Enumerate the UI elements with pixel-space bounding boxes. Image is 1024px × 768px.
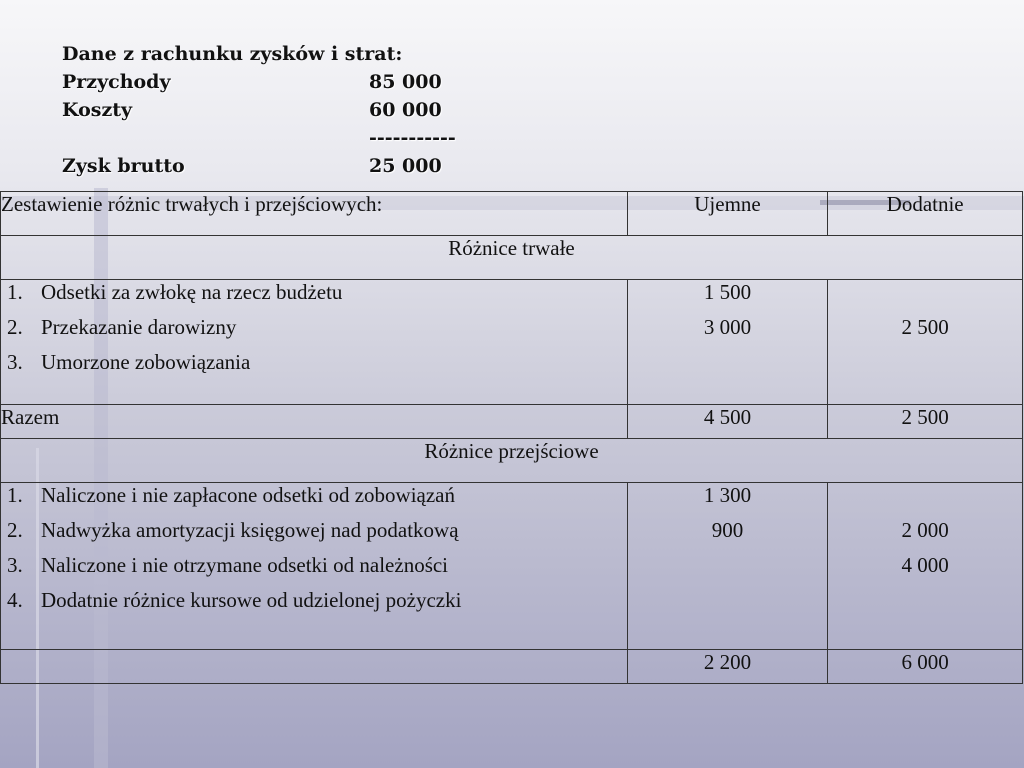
summary-row-costs xyxy=(62,96,456,124)
negative-values-cell xyxy=(627,280,828,405)
summary-label: Koszty xyxy=(62,99,133,121)
section-title: Różnice przejściowe xyxy=(1,439,1023,483)
value: 4 000 xyxy=(901,553,949,577)
value: 1 300 xyxy=(703,483,752,507)
list-item xyxy=(1,483,627,518)
value: 900 xyxy=(711,518,744,542)
summary-label: Zysk brutto xyxy=(62,155,185,177)
positive-values-cell xyxy=(828,280,1023,405)
total-label: Razem xyxy=(1,405,628,439)
list-item xyxy=(1,350,627,385)
value: 2 500 xyxy=(901,315,949,339)
total-negative: 4 500 xyxy=(627,405,828,439)
item-label: Przekazanie darowizny xyxy=(41,315,237,339)
summary-value: 60 000 xyxy=(369,99,442,121)
list-item xyxy=(1,553,627,588)
summary-row-separator xyxy=(62,124,456,152)
items-list xyxy=(1,280,627,385)
positive-values-cell xyxy=(828,483,1023,650)
summary-value: 85 000 xyxy=(369,71,442,93)
item-label: Dodatnie różnice kursowe od udzielonej pożyczki xyxy=(41,588,462,612)
summary-title: Dane z rachunku zysków i strat: xyxy=(62,43,403,65)
table-row xyxy=(1,483,1023,650)
total-positive: 2 500 xyxy=(828,405,1023,439)
item-label: Naliczone i nie otrzymane odsetki od należności xyxy=(41,553,449,577)
total-row-temporary xyxy=(1,650,1023,684)
item-label: Odsetki za zwłokę na rzecz budżetu xyxy=(41,280,343,304)
items-list xyxy=(1,483,627,623)
list-item xyxy=(1,518,627,553)
summary-row-gross-profit xyxy=(62,152,456,180)
header-cell-negative: Ujemne xyxy=(627,192,828,236)
list-item xyxy=(1,315,627,350)
item-number: 4. xyxy=(7,588,23,612)
item-label: Naliczone i nie zapłacone odsetki od zobowiązań xyxy=(41,483,455,507)
list-item xyxy=(1,280,627,315)
items-cell xyxy=(1,280,628,405)
value: 3 000 xyxy=(703,315,752,339)
header-cell-positive: Dodatnie xyxy=(828,192,1023,236)
total-positive: 6 000 xyxy=(828,650,1023,684)
header-cell-description: Zestawienie różnic trwałych i przejściowych: xyxy=(1,192,628,236)
income-statement-summary xyxy=(62,40,456,180)
item-number: 3. xyxy=(7,350,23,374)
item-number: 2. xyxy=(7,315,23,339)
summary-row-revenue xyxy=(62,68,456,96)
value: 2 000 xyxy=(901,518,949,542)
value xyxy=(828,483,1022,518)
item-number: 1. xyxy=(7,280,23,304)
section-row-temporary xyxy=(1,439,1023,483)
item-number: 3. xyxy=(7,553,23,577)
summary-separator: ----------- xyxy=(369,127,456,149)
value xyxy=(828,280,1022,315)
total-label xyxy=(1,650,628,684)
section-row-permanent xyxy=(1,236,1023,280)
item-number: 1. xyxy=(7,483,23,507)
summary-label: Przychody xyxy=(62,71,171,93)
table-row xyxy=(1,280,1023,405)
section-title: Różnice trwałe xyxy=(1,236,1023,280)
list-item xyxy=(1,588,627,623)
item-number: 2. xyxy=(7,518,23,542)
total-negative: 2 200 xyxy=(627,650,828,684)
negative-values-cell xyxy=(627,483,828,650)
differences-table xyxy=(0,191,1023,684)
summary-label xyxy=(62,124,369,152)
summary-value: 25 000 xyxy=(369,155,442,177)
total-row-permanent xyxy=(1,405,1023,439)
item-label: Nadwyżka amortyzacji księgowej nad podatkową xyxy=(41,518,459,542)
value: 1 500 xyxy=(703,280,752,304)
item-label: Umorzone zobowiązania xyxy=(41,350,251,374)
items-cell xyxy=(1,483,628,650)
table-header-row xyxy=(1,192,1023,236)
